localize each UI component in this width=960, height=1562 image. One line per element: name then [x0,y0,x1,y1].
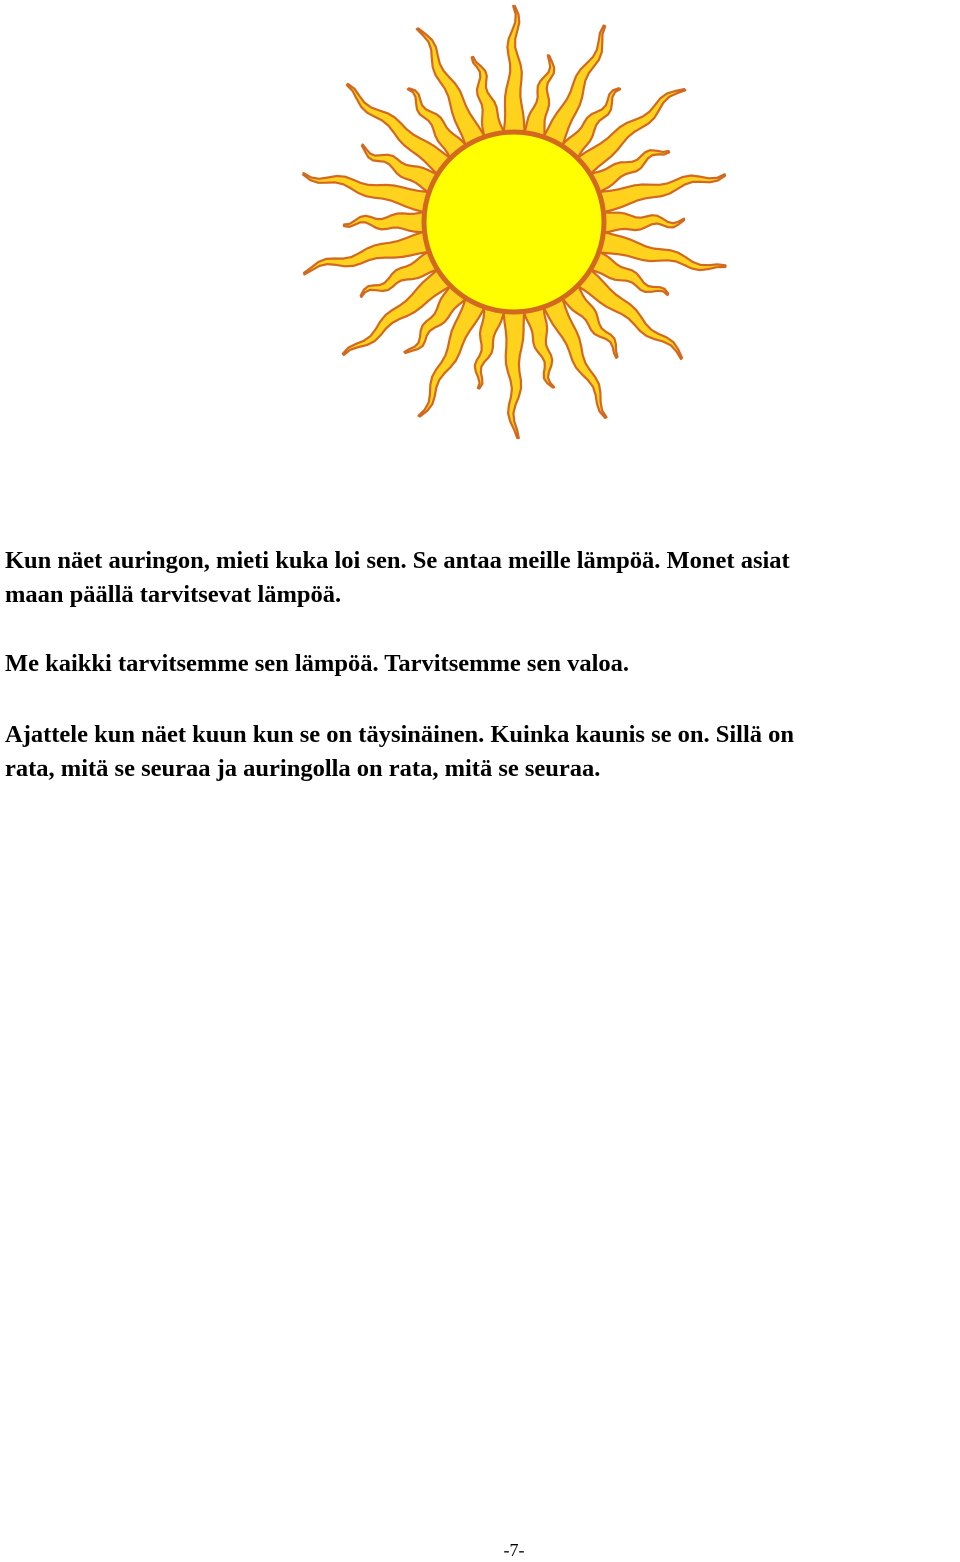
paragraph-warmth-light [5,647,960,681]
sun-ray [344,211,430,233]
text-line: Me kaikki tarvitsemme sen lämpöä. Tarvitsemme sen valoa. [5,650,630,677]
sun-ray [541,26,606,152]
text-line: Ajattele kun näet kuun kun se on täysinäinen. Kuinka kaunis se on. Sillä on [5,721,795,748]
text-line: Kun näet auringon, mieti kuka loi sen. Se antaa meille lämpöä. Monet asiat [5,547,790,574]
paragraph-moon-orbit [5,718,960,786]
sun-disc [424,132,604,312]
sun-icon [276,2,752,442]
sun-ray [598,211,684,233]
text-line: maan päällä tarvitsevat lämpöä. [5,581,342,608]
page-number: -7- [503,1540,525,1560]
paragraph-sun-warmth [5,544,960,612]
sun-ray [503,306,525,438]
sun-ray [503,6,525,138]
text-line: rata, mitä se seuraa ja auringolla on rata, mitä se seuraa. [5,755,601,782]
